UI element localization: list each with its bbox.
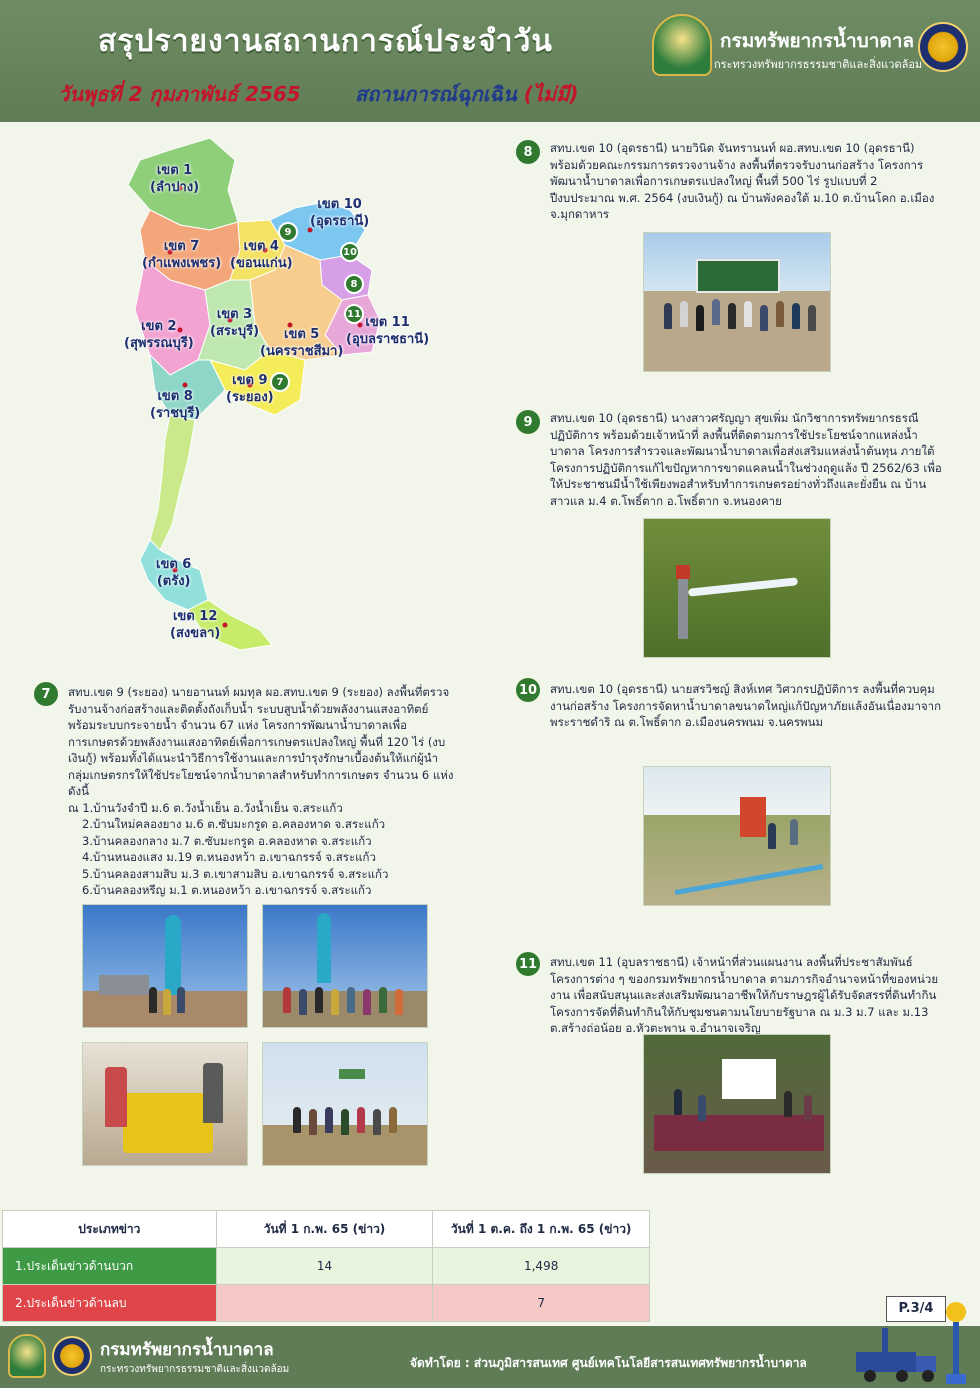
map-marker-9: 9	[278, 222, 298, 242]
news-7-site: 3.บ้านคลองกลาง ม.7 ต.ซับมะกรูด อ.คลองหาด จ.สระแก้ว	[82, 833, 372, 848]
department-emblem-logo	[918, 22, 968, 72]
ministry-seal-logo	[652, 14, 712, 76]
news-7-site: 6.บ้านคลองหรีญ ม.1 ต.หนองหว้า อ.เขาฉกรรจ์ จ.สระแก้ว	[82, 883, 372, 897]
zone-label-4: เขต 4 (ขอนแก่น)	[230, 239, 293, 271]
table-row-positive	[3, 1248, 650, 1285]
footer-org-subtitle: กระทรวงทรัพยากรธรรมชาติและสิ่งแวดล้อม	[100, 1364, 290, 1375]
news-photo-11	[643, 1034, 831, 1174]
department-emblem-logo-footer	[52, 1336, 92, 1376]
emergency-status	[355, 78, 578, 110]
zone-label-5: เขต 5 (นครราชสีมา)	[260, 327, 344, 359]
emergency-label: สถานการณ์ฉุกเฉิน	[355, 82, 517, 106]
news-photo-7a	[82, 904, 248, 1028]
news-7-site: 5.บ้านคลองสามสิบ ม.3 ต.เขาสามสิบ อ.เขาฉกรรจ์ จ.สระแก้ว	[82, 866, 389, 881]
news-photo-7d	[262, 1042, 428, 1166]
zone-label-2: เขต 2 (สุพรรณบุรี)	[124, 319, 194, 351]
thailand-region-map	[110, 130, 430, 655]
negative-news-label: 2.ประเด็นข่าวด้านลบ	[3, 1285, 217, 1322]
table-header-total: วันที่ 1 ต.ค. ถึง 1 ก.พ. 65 (ข่าว)	[433, 1211, 650, 1248]
org-name: กรมทรัพยากรน้ำบาดาล	[720, 30, 915, 52]
emergency-value: (ไม่มี)	[523, 82, 579, 106]
news-badge-9: 9	[516, 410, 540, 434]
zone-label-9: เขต 9 (ระยอง)	[226, 373, 274, 405]
map-marker-11: 11	[344, 304, 364, 324]
map-marker-7: 7	[270, 372, 290, 392]
zone-label-11: เขต 11 (อุบลราชธานี)	[346, 315, 430, 347]
news-7-intro: ณ 1.บ้านวังจำปี ม.6 ต.วังน้ำเย็น อ.วังน้ำเย็น จ.สระแก้ว	[68, 800, 343, 815]
news-photo-8	[643, 232, 831, 372]
zone-label-6: เขต 6 (ตรัง)	[156, 557, 192, 589]
news-photo-7b	[262, 904, 428, 1028]
negative-news-total: 7	[433, 1285, 650, 1322]
news-photo-10	[643, 766, 831, 906]
news-badge-7: 7	[34, 682, 58, 706]
negative-news-day	[216, 1285, 433, 1322]
news-7-body: สทบ.เขต 9 (ระยอง) นายอานนท์ ผมทุล ผอ.สทบ.เขต 9 (ระยอง) ลงพื้นที่ตรวจรับงานจ้างก่อสร้างและติดตั้งถังเก็บน้ำ ระบบสูบน้ำด้วยพลังงานแสงอาทิตย์ พร้อมระบบกระจายน้ำ จำนวน 67 แห่ง โครงการพัฒนาน้ำบาดาลเพื่อการเกษตรด้วยพลังงานแสงอาทิตย์เพื่อการเกษตรแปลงใหญ่ พื้นที่ 120 ไร่ (งบเงินกู้) พร้อมทั้งได้แนะนำวิธีการใช้งานและการบำรุงรักษาเบื้องต้นให้แก่ผู้นำกลุ่มเกษตรกรให้ใช้ประโยชน์จากน้ำบาดาลสำหรับทำการเกษตร จำนวน 6 แห่ง ดังนี้	[68, 685, 454, 798]
positive-news-total: 1,498	[433, 1248, 650, 1285]
news-badge-11: 11	[516, 952, 540, 976]
news-7-site: 2.บ้านใหม่คลองยาง ม.6 ต.ซับมะกรูด อ.คลองหาด จ.สระแก้ว	[82, 817, 386, 831]
table-header-row	[3, 1211, 650, 1248]
news-text-11: สทบ.เขต 11 (อุบลราชธานี) เจ้าหน้าที่ส่วนแผนงาน ลงพื้นที่ประชาสัมพันธ์โครงการต่าง ๆ ของกรมทรัพยากรน้ำบาดาล ตามภารกิจอำนาจหน้าที่ของหน่วยงาน เพื่อสนับสนุนและส่งเสริมพัฒนาอาชีพให้กับราษฎรผู้ได้รับจัดสรรที่ดินทำกิน โครงการจัดที่ดินทำกินให้กับชุมชนตามนโยบายรัฐบาล ณ ม.3 ม.7 และ ม.13 ต.สร้างถ่อน้อย อ.หัวตะพาน จ.อำนาจเจริญ	[550, 955, 939, 1035]
page-number: P.3/4	[886, 1296, 946, 1322]
zone-label-7: เขต 7 (กำแพงเพชร)	[142, 239, 222, 271]
news-photo-7c	[82, 1042, 248, 1166]
positive-news-label: 1.ประเด็นข่าวด้านบวก	[3, 1248, 217, 1285]
table-row-negative	[3, 1285, 650, 1322]
page-title: สรุปรายงานสถานการณ์ประจำวัน	[98, 24, 553, 59]
footer-credit: จัดทำโดย : ส่วนภูมิสารสนเทศ ศูนย์เทคโนโลยีสารสนเทศทรัพยากรน้ำบาดาล	[410, 1356, 807, 1370]
news-text-7	[68, 684, 458, 899]
map-marker-8: 8	[344, 274, 364, 294]
map-marker-10: 10	[340, 242, 360, 262]
report-date: วันพุธที่ 2 กุมภาพันธ์ 2565	[58, 82, 301, 106]
zone-label-12: เขต 12 (สงขลา)	[170, 609, 221, 641]
positive-news-day: 14	[216, 1248, 433, 1285]
zone-label-8: เขต 8 (ราชบุรี)	[150, 389, 201, 421]
drilling-truck-icon	[852, 1326, 942, 1384]
table-header-day: วันที่ 1 ก.พ. 65 (ข่าว)	[216, 1211, 433, 1248]
news-photo-9	[643, 518, 831, 658]
news-text-9: สทบ.เขต 10 (อุดรธานี) นางสาวศรัญญา สุขเพิ่ม นักวิชาการทรัพยากรธรณีปฏิบัติการ พร้อมด้วยเจ้าหน้าที่ ลงพื้นที่ติดตามการใช้ประโยชน์จากแหล่งน้ำบาดาล โครงการสำรวจและพัฒนาน้ำบาดาลเพื่อส่งเสริมแหล่งน้ำต้นทุน ภายใต้ โครงการปฏิบัติการแก้ไขปัญหาการขาดแคลนน้ำในช่วงฤดูแล้ง ปี 2562/63 เพื่อให้ประชาชนมีน้ำใช้เพียงพอสำหรับทำการเกษตรอย่างทั่วถึงและยั่งยืน ณ บ้านสาวแล ม.4 ต.โพธิ์ตาก อ.โพธิ์ตาก จ.หนองคาย	[550, 411, 942, 508]
table-header-type: ประเภทข่าว	[3, 1211, 217, 1248]
footer-org-name: กรมทรัพยากรน้ำบาดาล	[100, 1340, 274, 1360]
org-subtitle: กระทรวงทรัพยากรธรรมชาติและสิ่งแวดล้อม	[714, 58, 923, 71]
news-text-10: สทบ.เขต 10 (อุดรธานี) นายสรวิชญ์ สิงห์เทศ วิศวกรปฏิบัติการ ลงพื้นที่ควบคุมงานก่อสร้าง โครงการจัดหาน้ำบาดาลขนาดใหญ่แก้ปัญหาภัยแล้งอันเนื่องมาจากพระราชดำริ ณ ต.โพธิ์ตาก อ.เมืองนครพนม จ.นครพนม	[550, 682, 942, 729]
news-stats-table	[2, 1210, 650, 1322]
zone-label-10: เขต 10 (อุดรธานี)	[310, 197, 370, 229]
news-text-8: สทบ.เขต 10 (อุดรธานี) นายวินิต จันทรานนท์ ผอ.สทบ.เขต 10 (อุดรธานี) พร้อมด้วยคณะกรรมการตรวจงานจ้าง ลงพื้นที่ตรวจรับงานก่อสร้าง โครงการพัฒนาน้ำบาดาลเพื่อการเกษตรแปลงใหญ่ พื้นที่ 500 ไร่ รูปแบบที่ 2 ปีงบประมาณ พ.ศ. 2564 (งบเงินกู้) ณ บ้านพังคองใต้ ม.10 ต.บ้านโคก อ.เมือง จ.มุกดาหาร	[550, 141, 935, 221]
news-badge-10: 10	[516, 678, 540, 702]
water-drop-mascot-icon	[942, 1300, 970, 1388]
zone-label-3: เขต 3 (สระบุรี)	[210, 307, 260, 339]
news-7-site: 4.บ้านหนองแสง ม.19 ต.หนองหว้า อ.เขาฉกรรจ์ จ.สระแก้ว	[82, 850, 376, 864]
zone-label-1: เขต 1 (ลำปาง)	[150, 163, 200, 195]
news-badge-8: 8	[516, 140, 540, 164]
ministry-seal-logo-footer	[8, 1334, 46, 1378]
